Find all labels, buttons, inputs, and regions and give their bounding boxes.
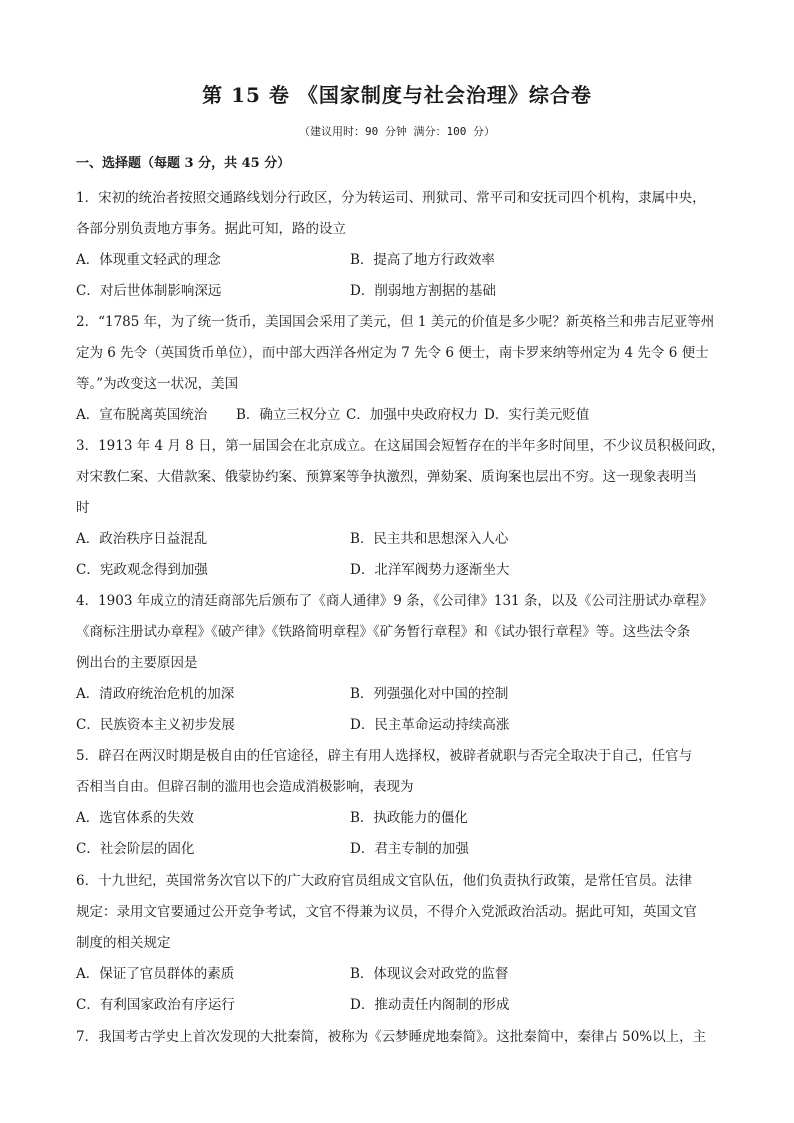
question-line: 定为 6 先令（英国货币单位），而中部大西洋各州定为 7 先令 6 便士，南卡罗来纳等州定为 4 先令 6 便士 — [76, 345, 709, 361]
option-d[interactable]: D．北洋军阀势力逐渐坐大 — [350, 562, 510, 578]
question-line: 时 — [76, 500, 90, 516]
section-heading: 一、选择题（每题 3 分，共 45 分） — [76, 156, 291, 171]
question-line: 等。”为改变这一状况，美国 — [76, 376, 239, 392]
question-6-stem — [76, 866, 726, 959]
question-5-options — [76, 803, 726, 865]
option-c[interactable]: C．社会阶层的固化 — [76, 841, 195, 857]
question-line: 制度的相关规定 — [76, 935, 171, 951]
question-line: 《商标注册试办章程》《破产律》《铁路简明章程》《矿务暂行章程》和《试办银行章程》等。这些法令条 — [76, 624, 691, 640]
option-c[interactable]: C．民族资本主义初步发展 — [76, 717, 235, 733]
question-1-options — [76, 245, 726, 307]
option-a[interactable]: A．清政府统治危机的加深 — [76, 686, 235, 702]
option-d[interactable]: D．削弱地方割据的基础 — [350, 283, 496, 299]
question-4-options — [76, 679, 726, 741]
option-b[interactable]: B．执政能力的僵化 — [350, 810, 468, 826]
question-line: 例出台的主要原因是 — [76, 655, 198, 671]
option-c[interactable]: C．对后世体制影响深远 — [76, 283, 222, 299]
question-3-stem — [76, 431, 726, 524]
exam-time-note: （建议用时：90 分钟 满分：100 分） — [299, 125, 495, 138]
option-a[interactable]: A．体现重文轻武的理念 — [76, 252, 221, 268]
option-b[interactable]: B．体现议会对政党的监督 — [350, 966, 509, 982]
option-c[interactable]: C．有利国家政治有序运行 — [76, 997, 235, 1013]
question-line: 对宋教仁案、大借款案、俄蒙协约案、预算案等争执激烈，弹劾案、质询案也层出不穷。这一现象表明当 — [76, 469, 697, 485]
option-d[interactable]: D．民主革命运动持续高涨 — [350, 717, 510, 733]
question-line: 规定：录用文官要通过公开竞争考试，文官不得兼为议员，不得介入党派政治活动。据此可知，英国文官 — [76, 904, 697, 920]
option-b[interactable]: B．列强强化对中国的控制 — [350, 686, 509, 702]
question-6-options — [76, 959, 726, 1021]
option-a[interactable]: A．政治秩序日益混乱 — [76, 531, 208, 547]
question-line: 1．宋初的统治者按照交通路线划分行政区，分为转运司、刑狱司、常平司和安抚司四个机构，隶属中央， — [76, 190, 706, 206]
option-c[interactable]: C．加强中央政府权力 — [346, 407, 478, 423]
question-line: 各部分别负责地方事务。据此可知，路的设立 — [76, 221, 346, 237]
page-title: 第 15 卷 《国家制度与社会治理》综合卷 — [202, 83, 592, 107]
question-line: 4．1903 年成立的清廷商部先后颁布了《商人通律》9 条，《公司律》131 条，以及《公司注册试办章程》 — [76, 593, 713, 609]
question-line: 3．1913 年 4 月 8 日，第一届国会在北京成立。在这届国会短暂存在的半年多时间里，不少议员积极问政， — [76, 438, 725, 454]
question-line: 5．辟召在两汉时期是极自由的任官途径，辟主有用人选择权，被辟者就职与否完全取决于自己，任官与 — [76, 748, 693, 764]
option-a[interactable]: A．选官体系的失效 — [76, 810, 194, 826]
option-b[interactable]: B．确立三权分立 — [236, 407, 341, 423]
question-4-stem — [76, 586, 726, 679]
option-d[interactable]: D．推动责任内阁制的形成 — [350, 997, 510, 1013]
option-a[interactable]: A．宣布脱离英国统治 — [76, 407, 208, 423]
question-line: 6．十九世纪，英国常务次官以下的广大政府官员组成文官队伍，他们负责执行政策，是常任官员。法律 — [76, 873, 693, 889]
option-d[interactable]: D．君主专制的加强 — [350, 841, 469, 857]
option-c[interactable]: C．宪政观念得到加强 — [76, 562, 208, 578]
question-line: 2．“1785 年，为了统一货币，美国国会采用了美元，但 1 美元的价值是多少呢？新英格兰和弗吉尼亚等州 — [76, 314, 715, 330]
question-5-stem — [76, 741, 726, 803]
question-line: 7．我国考古学史上首次发现的大批秦简，被称为《云梦睡虎地秦简》。这批秦简中，秦律占 50%以上，主 — [76, 1029, 707, 1045]
question-3-options — [76, 524, 726, 586]
question-2-options — [76, 400, 726, 431]
option-a[interactable]: A．保证了官员群体的素质 — [76, 966, 235, 982]
option-d[interactable]: D．实行美元贬值 — [484, 407, 590, 423]
question-line: 否相当自由。但辟召制的滥用也会造成消极影响，表现为 — [76, 779, 414, 795]
option-b[interactable]: B．民主共和思想深入人心 — [350, 531, 509, 547]
question-7-stem — [76, 1022, 726, 1053]
option-b[interactable]: B．提高了地方行政效率 — [350, 252, 495, 268]
question-2-stem — [76, 307, 726, 400]
question-1-stem — [76, 183, 726, 245]
